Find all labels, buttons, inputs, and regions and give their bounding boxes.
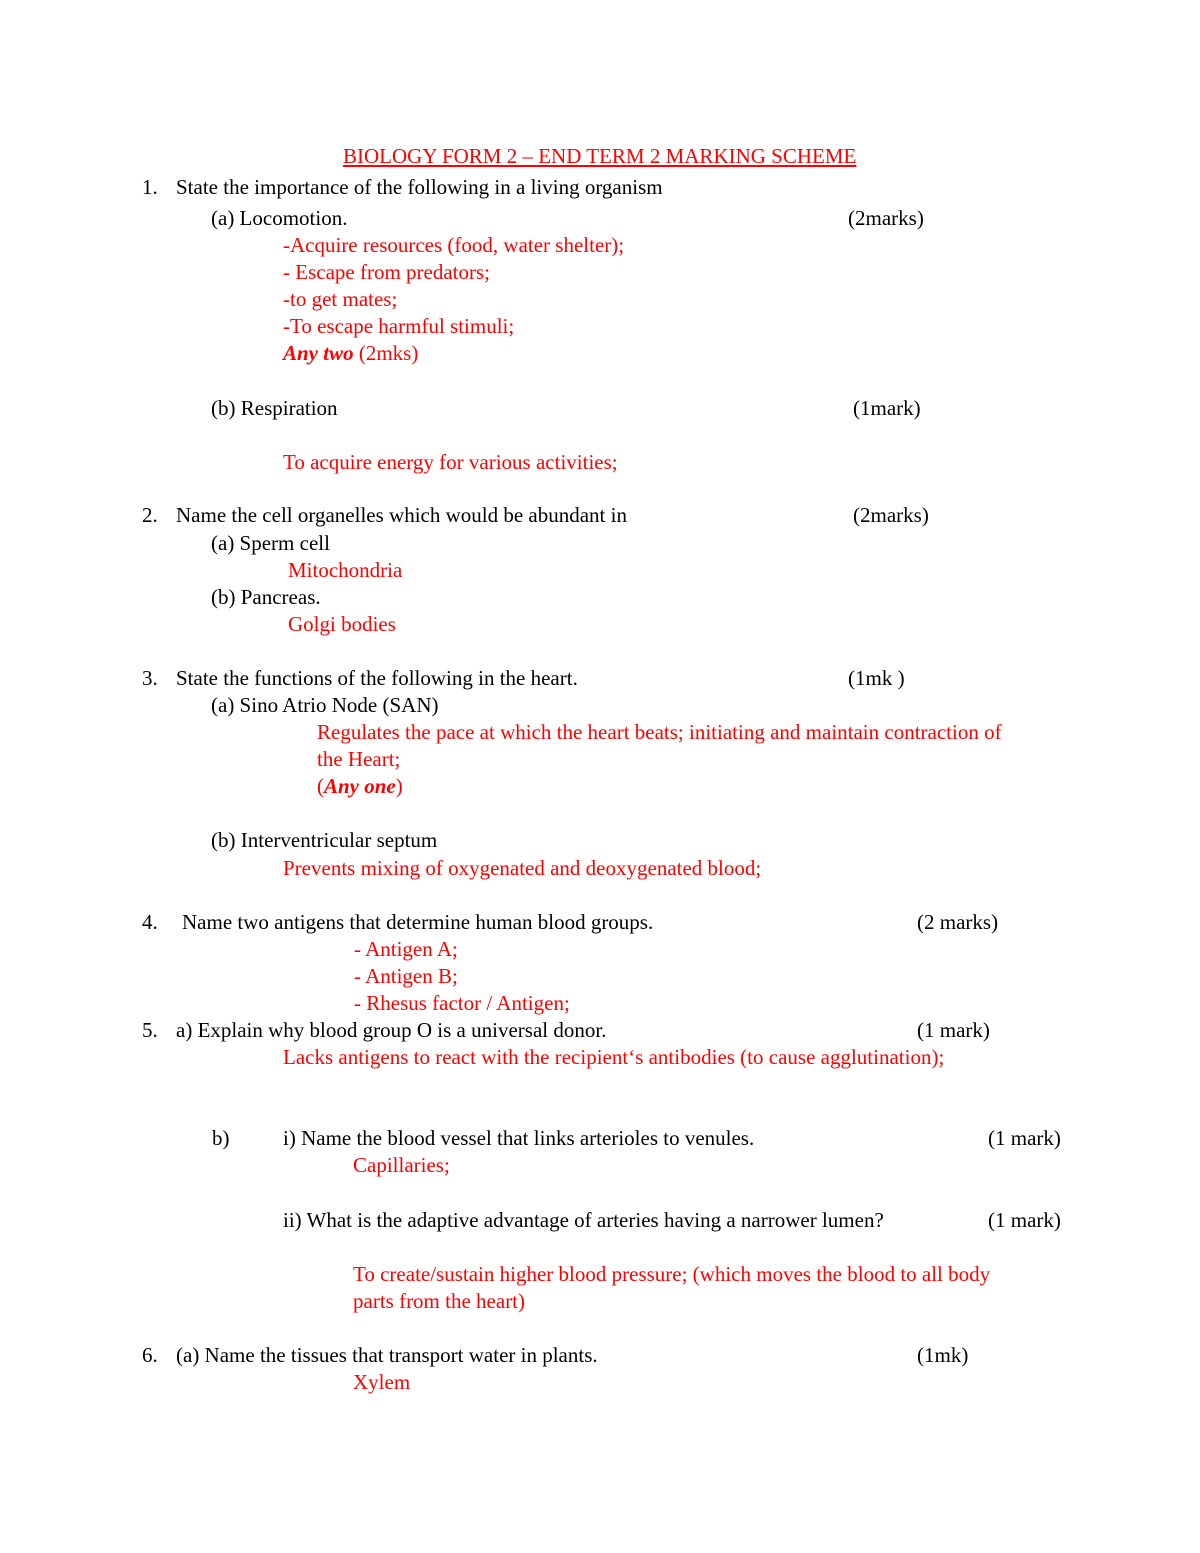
q6-number: 6. [142, 1343, 158, 1367]
q1-text: State the importance of the following in a living organism [176, 175, 663, 199]
q3a-text: (a) Sino Atrio Node (SAN) [211, 693, 439, 717]
q1a-answer-1: -Acquire resources (food, water shelter); [283, 233, 625, 257]
q5a-text: a) Explain why blood group O is a universal donor. [176, 1018, 607, 1042]
q4-answer-2: - Antigen B; [354, 964, 458, 988]
q3a-note-close: ) [395, 774, 403, 798]
q6-marks: (1mk) [917, 1343, 969, 1367]
q4-answer-3: - Rhesus factor / Antigen; [354, 991, 570, 1015]
q3a-answer-1: Regulates the pace at which the heart beats; initiating and maintain contraction of [317, 720, 1002, 744]
q1a-text: (a) Locomotion. [211, 206, 348, 230]
q1a-answer-2: - Escape from predators; [283, 260, 490, 284]
q5bii-text: ii) What is the adaptive advantage of arteries having a narrower lumen? [283, 1208, 884, 1232]
q2b-text: (b) Pancreas. [211, 585, 321, 609]
q1a-note [283, 340, 418, 366]
q2a-answer: Mitochondria [288, 558, 403, 582]
q3-number: 3. [142, 666, 158, 690]
q5a-answer: Lacks antigens to react with the recipient‘s antibodies (to cause agglutination); [283, 1045, 945, 1069]
q1a-answer-4: -To escape harmful stimuli; [283, 314, 515, 338]
q3b-answer: Prevents mixing of oxygenated and deoxygenated blood; [283, 856, 762, 880]
q3a-note-emphasis: Any one [324, 774, 396, 798]
q5a-marks: (1 mark) [917, 1018, 990, 1042]
q1a-note-emphasis: Any two [283, 341, 354, 365]
q2-marks: (2marks) [853, 503, 929, 527]
q1-number: 1. [142, 175, 158, 199]
q2a-text: (a) Sperm cell [211, 531, 330, 555]
q4-text: Name two antigens that determine human blood groups. [182, 910, 654, 934]
q4-number: 4. [142, 910, 158, 934]
q3a-note-open: ( [317, 774, 324, 798]
q3-text: State the functions of the following in the heart. [176, 666, 578, 690]
q1b-text: (b) Respiration [211, 396, 338, 420]
q2b-answer: Golgi bodies [288, 612, 396, 636]
q4-marks: (2 marks) [917, 910, 999, 934]
q5bi-marks: (1 mark) [988, 1126, 1061, 1150]
q5b-label: b) [212, 1126, 230, 1150]
q5bii-marks: (1 mark) [988, 1208, 1061, 1232]
q5bii-answer-1: To create/sustain higher blood pressure; (which moves the blood to all body [353, 1262, 991, 1286]
q4-answer-1: - Antigen A; [354, 937, 458, 961]
q3a-answer-2: the Heart; [317, 747, 401, 771]
page-title: BIOLOGY FORM 2 – END TERM 2 MARKING SCHEME [343, 144, 857, 168]
q5-number: 5. [142, 1018, 158, 1042]
q3a-note [317, 773, 403, 799]
q1b-answer: To acquire energy for various activities; [283, 450, 618, 474]
q6a-answer: Xylem [353, 1370, 411, 1394]
q2-number: 2. [142, 503, 158, 527]
q1a-note-marks: (2mks) [353, 341, 419, 365]
q5bi-text: i) Name the blood vessel that links arterioles to venules. [283, 1126, 755, 1150]
q1a-answer-3: -to get mates; [283, 287, 398, 311]
q6a-text: (a) Name the tissues that transport water in plants. [176, 1343, 598, 1367]
q5bii-answer-2: parts from the heart) [353, 1289, 526, 1313]
q3-marks: (1mk ) [848, 666, 905, 690]
q2-text: Name the cell organelles which would be abundant in [176, 503, 627, 527]
q5bi-answer: Capillaries; [353, 1153, 450, 1177]
q1a-marks: (2marks) [848, 206, 924, 230]
q3b-text: (b) Interventricular septum [211, 828, 438, 852]
q1b-marks: (1mark) [853, 396, 921, 420]
